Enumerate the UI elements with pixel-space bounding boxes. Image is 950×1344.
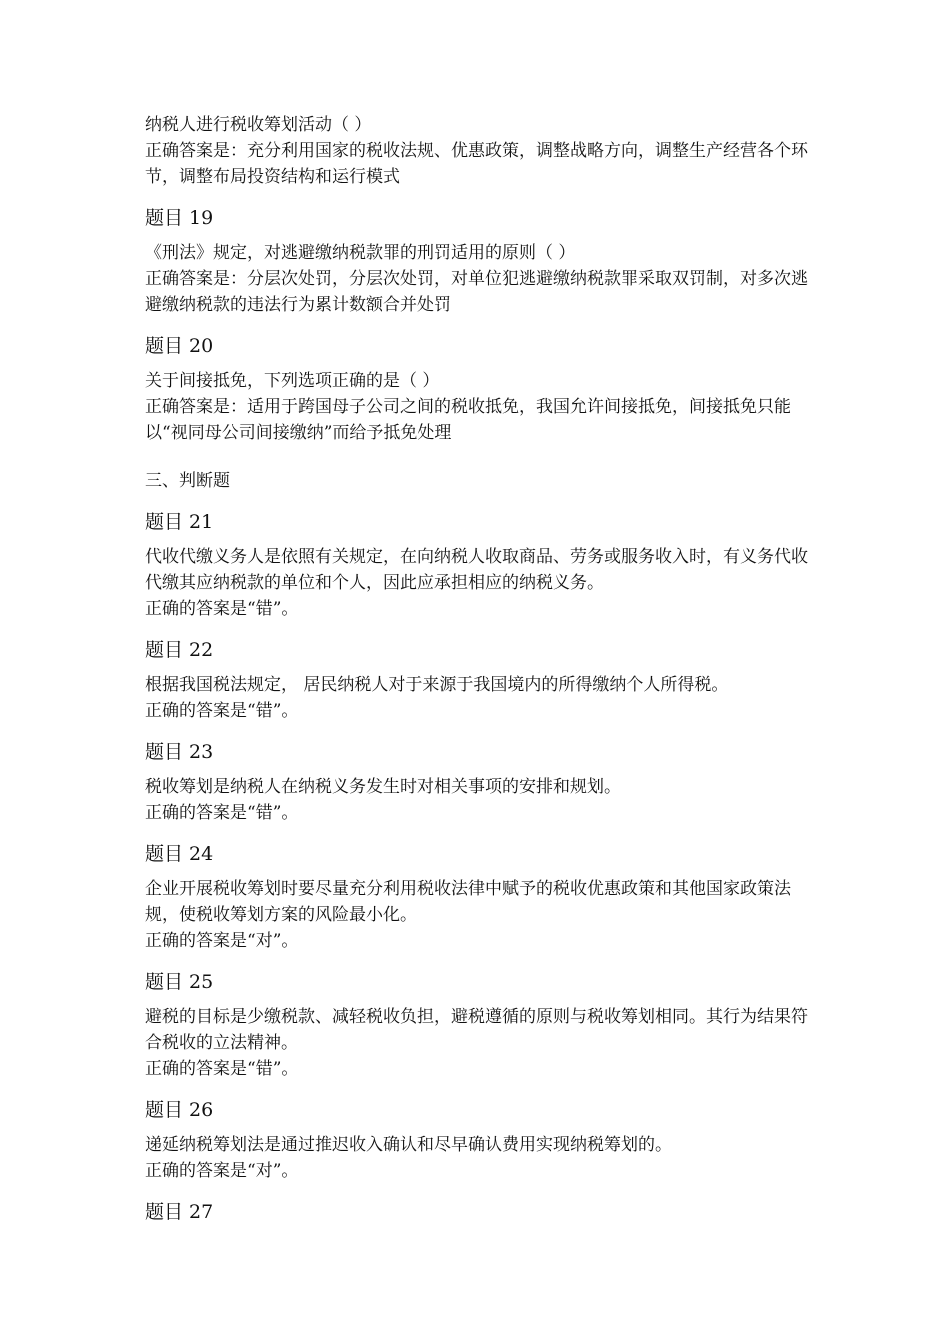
question-block <box>145 204 815 318</box>
question-block <box>145 112 815 190</box>
question-block <box>145 968 815 1082</box>
answer-text: 正确的答案是“错”。 <box>145 1059 299 1079</box>
answer-text: 正确答案是：充分利用国家的税收法规、优惠政策，调整战略方向，调整生产经营各个环节，调整布局投资结构和运行模式 <box>145 141 808 187</box>
question-text: 避税的目标是少缴税款、减轻税收负担，避税遵循的原则与税收筹划相同。其行为结果符合税收的立法精神。 <box>145 1007 808 1053</box>
question-text: 递延纳税筹划法是通过推迟收入确认和尽早确认费用实现纳税筹划的。 <box>145 1135 672 1155</box>
question-block <box>145 738 815 826</box>
question-text: 纳税人进行税收筹划活动（ ） <box>145 115 372 135</box>
question-title: 题目 20 <box>145 335 214 357</box>
question-title: 题目 25 <box>145 971 214 993</box>
question-title: 题目 22 <box>145 639 214 661</box>
question-title: 题目 23 <box>145 741 214 763</box>
section-heading: 三、判断题 <box>145 471 230 491</box>
answer-text: 正确的答案是“错”。 <box>145 803 299 823</box>
answer-text: 正确答案是：适用于跨国母子公司之间的税收抵免，我国允许间接抵免，间接抵免只能以“视同母公司间接缴纳”而给予抵免处理 <box>145 397 791 443</box>
question-title: 题目 27 <box>145 1201 214 1223</box>
question-list <box>145 112 815 1234</box>
answer-text: 正确答案是：分层次处罚，分层次处罚，对单位犯逃避缴纳税款罪采取双罚制，对多次逃避缴纳税款的违法行为累计数额合并处罚 <box>145 269 808 315</box>
answer-text: 正确的答案是“对”。 <box>145 1161 299 1181</box>
question-block <box>145 508 815 622</box>
answer-text: 正确的答案是“对”。 <box>145 931 299 951</box>
question-block <box>145 636 815 724</box>
question-block <box>145 840 815 954</box>
answer-text: 正确的答案是“错”。 <box>145 599 299 619</box>
question-text: 税收筹划是纳税人在纳税义务发生时对相关事项的安排和规划。 <box>145 777 621 797</box>
question-block <box>145 1096 815 1184</box>
answer-text: 正确的答案是“错”。 <box>145 701 299 721</box>
question-title: 题目 19 <box>145 207 214 229</box>
question-text: 《刑法》规定，对逃避缴纳税款罪的刑罚适用的原则（ ） <box>145 243 576 263</box>
question-title: 题目 21 <box>145 511 214 533</box>
question-title: 题目 26 <box>145 1099 214 1121</box>
question-text: 关于间接抵免，下列选项正确的是（ ） <box>145 371 440 391</box>
question-text: 根据我国税法规定， 居民纳税人对于来源于我国境内的所得缴纳个人所得税。 <box>145 675 729 695</box>
question-block <box>145 332 815 446</box>
question-text: 代收代缴义务人是依照有关规定，在向纳税人收取商品、劳务或服务收入时，有义务代收代缴其应纳税款的单位和个人，因此应承担相应的纳税义务。 <box>145 547 808 593</box>
question-text: 企业开展税收筹划时要尽量充分利用税收法律中赋予的税收优惠政策和其他国家政策法规，使税收筹划方案的风险最小化。 <box>145 879 791 925</box>
question-title: 题目 24 <box>145 843 214 865</box>
question-block <box>145 1198 815 1226</box>
